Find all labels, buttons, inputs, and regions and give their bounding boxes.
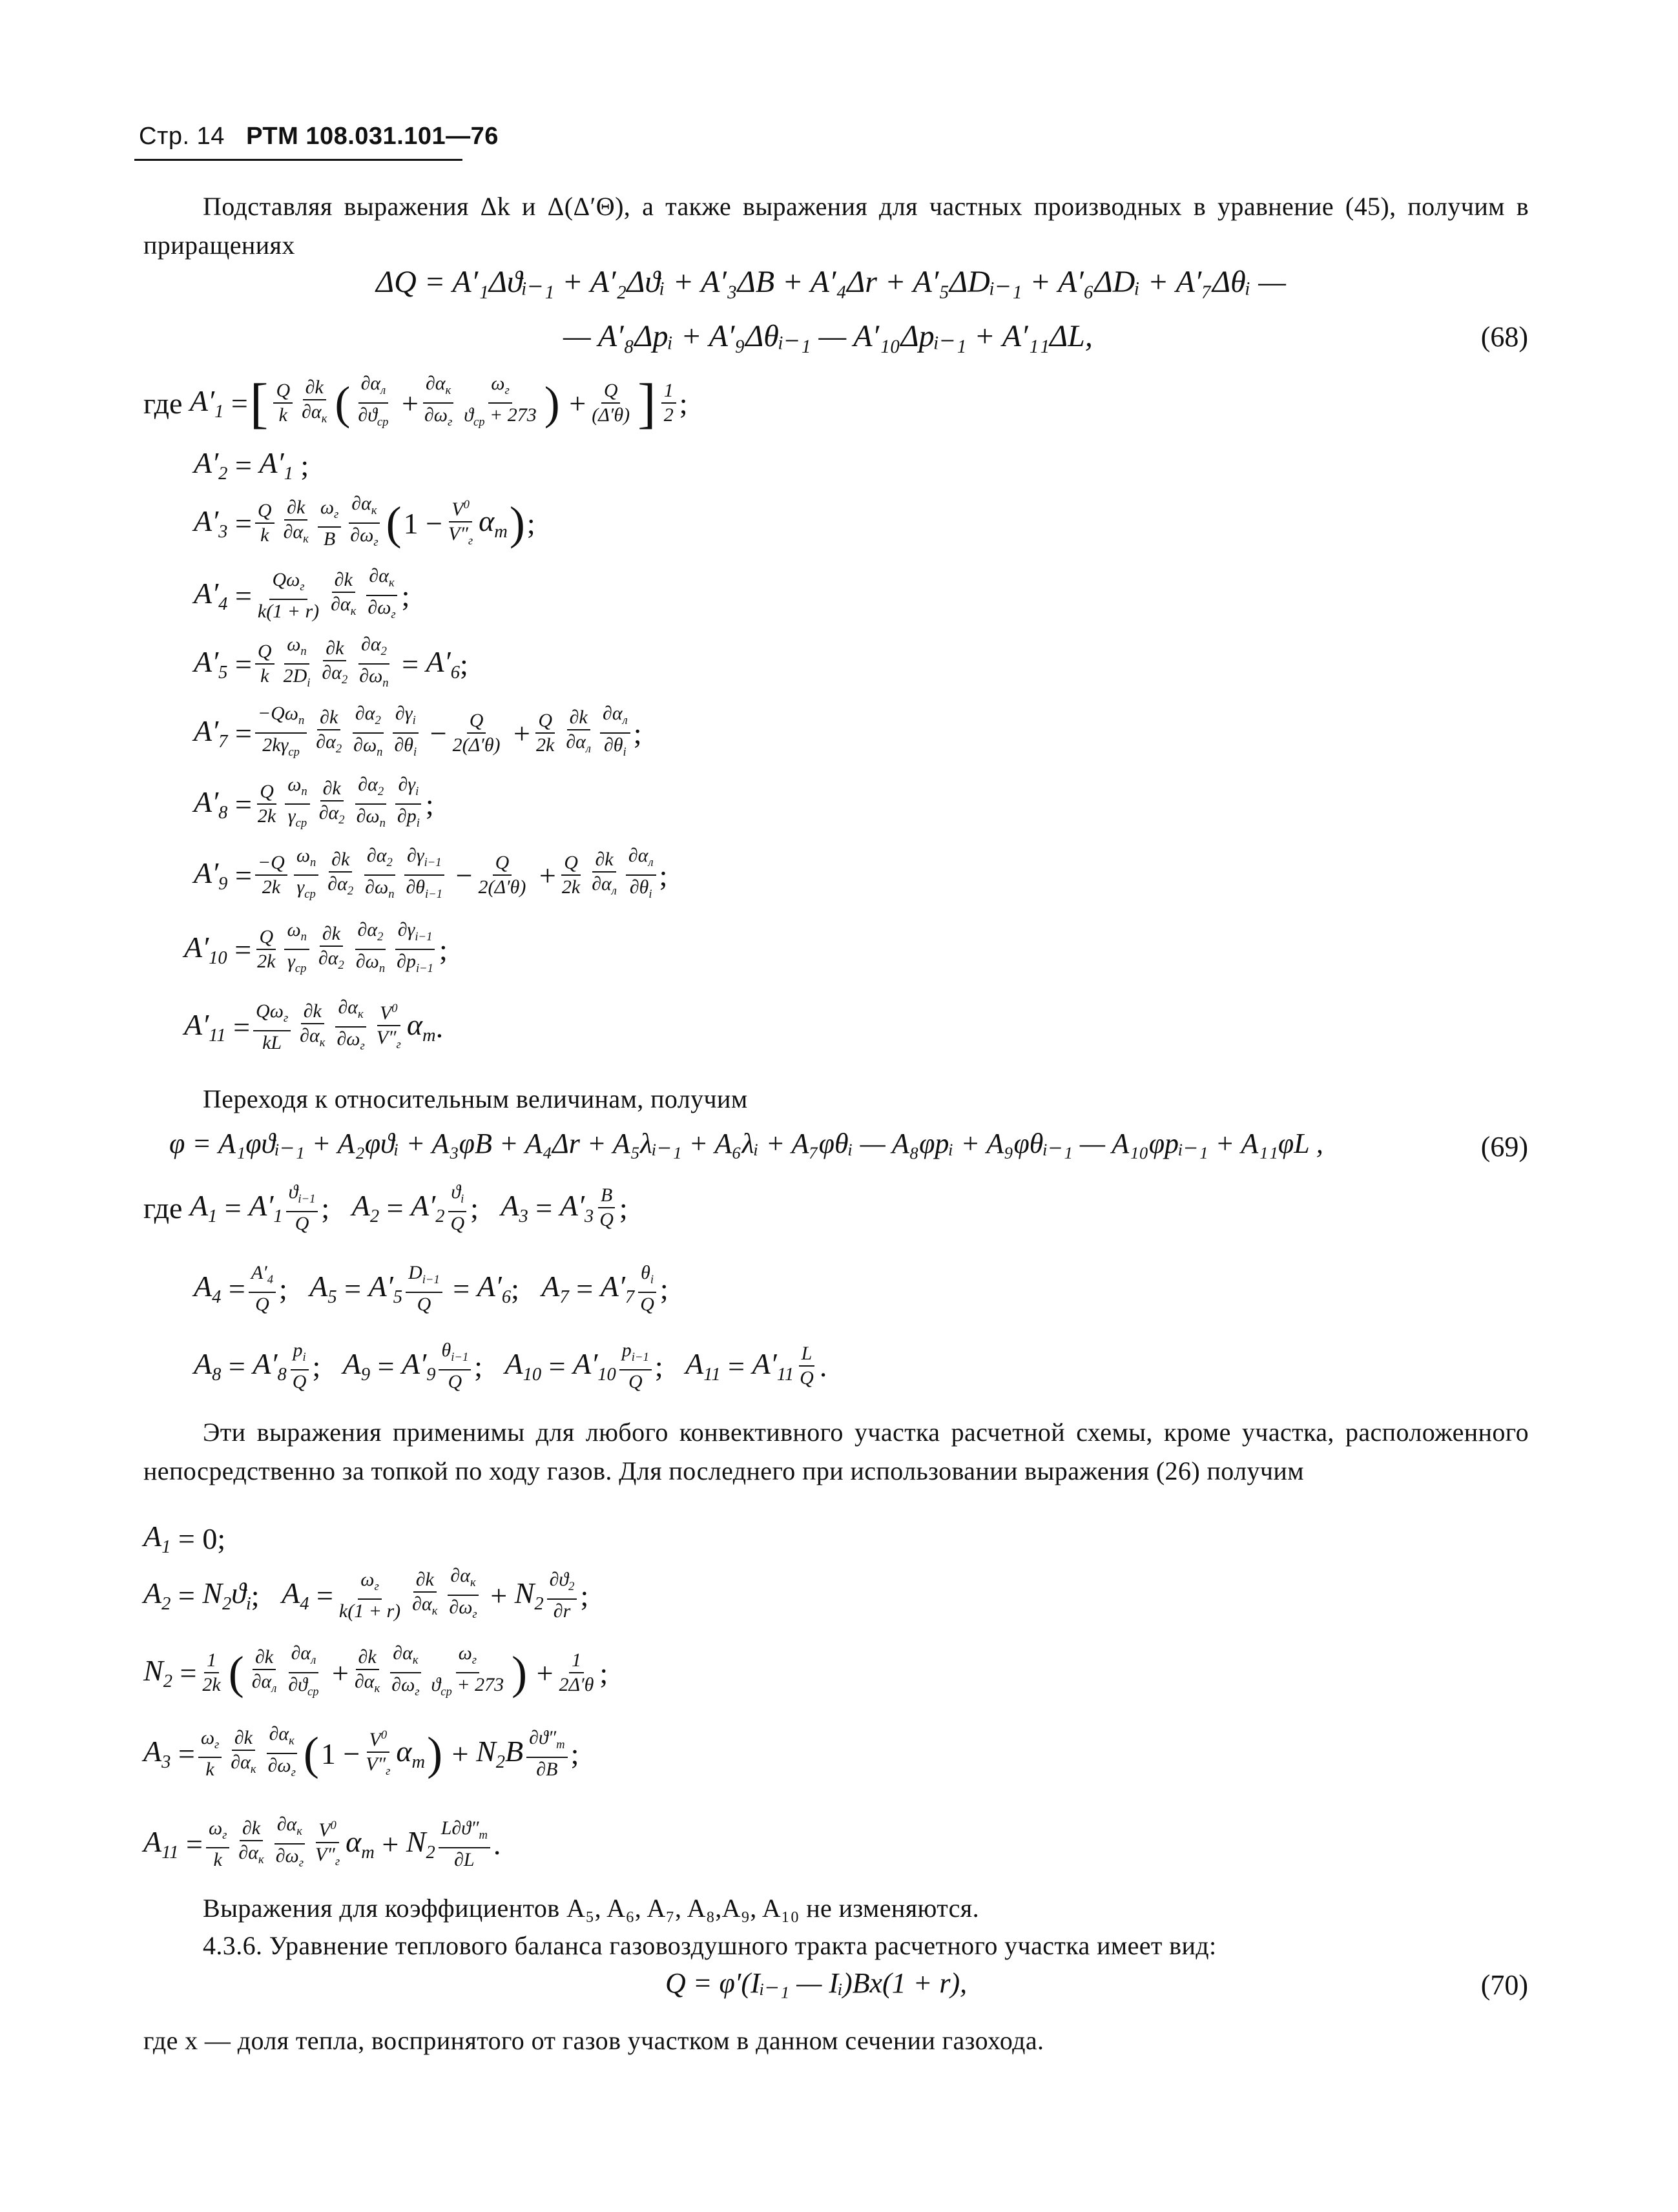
coef-a10-prime: $A'_{10}$ = Q 2k $\omega_п$ $\gamma_{ср}$ ∂k $\partial\alpha_2$ $\partial\alpha_2$ $\partial\omega_п$ $\partial\gamma_{i-1}$ $\partial p_{i-1}$ ;: [184, 919, 448, 975]
equation-69: φ = A₁φϑᵢ₋₁ + A₂φϑᵢ + A₃φB + A₄Δr + A₅λᵢ₋₁ + A₆λᵢ + A₇φθᵢ — A₈φpᵢ + A₉φθᵢ₋₁ — A₁₀φpᵢ₋₁ + A₁₁φL ,: [169, 1128, 1323, 1159]
equation-68-line-2: — A′₈Δpᵢ + A′₉Δθᵢ₋₁ — A′₁₀Δpᵢ₋₁ + A′₁₁ΔL,: [563, 319, 1093, 353]
coef-a9-prime: $A'_9$ = −Q 2k $\omega_п$ $\gamma_{ср}$ ∂k $\partial\alpha_2$ $\partial\alpha_2$ $\partial\omega_п$ $\partial\gamma_{i-1}$ $\partial\theta_{i-1}$ − Q 2(Δ′θ) + Q 2k ∂k $\partial\alpha_л$ $\partial\alpha_л$ $\partial\theta_i$ ;: [194, 845, 668, 901]
equation-68-line-1: ΔQ = A′₁Δϑᵢ₋₁ + A′₂Δϑᵢ + A′₃ΔB + A′₄Δr + A′₅ΔDᵢ₋₁ + A′₆ΔDᵢ + A′₇Δθᵢ —: [376, 265, 1286, 299]
coef-rel-row-3: $A_8$ = $A'_8$ $p_i$ Q ; $A_9$ = $A'_9$ $\theta_{i-1}$ Q ; $A_{10}$ = $A'_{10}$ $p_{i-1}$ Q ; $A_{11}$ = $A'_{11}$ L Q .: [194, 1339, 827, 1392]
page-header: [139, 123, 499, 150]
furnace-a1: $A_1$ = 0;: [143, 1519, 226, 1558]
furnace-n2: $N_2$ = 1 2k ( ∂k $\partial\alpha_л$ $\partial\alpha_л$ $\partial ϑ_{ср}$ + ∂k $\partial\alpha_к$ $\partial\alpha_к$ $\partial\omega_г$ $\omega_г$ $ϑ_{ср} + 273$ ) + 1 2Δ′θ ;: [143, 1642, 608, 1699]
coef-a5-prime: $A'_5$ = Q k $\omega_п$ $2D_i$ ∂k $\partial\alpha_2$ $\partial\alpha_2$ $\partial\omega_п$ = $A'_6$ ;: [194, 634, 468, 690]
coef-a8-prime: $A'_8$ = Q 2k $\omega_п$ $\gamma_{ср}$ ∂k $\partial\alpha_2$ $\partial\alpha_2$ $\partial\omega_п$ $\partial\gamma_i$ $\partial p_i$ ;: [194, 774, 434, 830]
equation-70: Q = φ′(Iᵢ₋₁ — Iᵢ)Bx(1 + r),: [665, 1967, 968, 1999]
convective-section-paragraph: Эти выражения применимы для любого конвективного участка расчетной схемы, кроме участка, расположенного непосредственно за топкой по ходу газов. Для последнего при использовании выражения (26) получим: [143, 1418, 1529, 1485]
unchanged-coefficients-paragraph: Выражения для коэффициентов A₅, A₆, A₇, A₈,A₉, A₁₀ не изменяются.: [203, 1894, 979, 1923]
document-code: РТМ 108.031.101—76: [246, 123, 499, 150]
header-rule: [134, 159, 462, 161]
page-number: Стр. 14: [139, 123, 225, 150]
heat-balance-paragraph: 4.3.6. Уравнение теплового баланса газовоздушного тракта расчетного участка имеет вид:: [203, 1931, 1217, 1960]
equation-69-number: (69): [1480, 1131, 1528, 1163]
coef-rel-row-2: $A_4$ = $A'_4$ Q ; $A_5$ = $A'_5$ $D_{i-1}$ Q = $A'_6$ ; $A_7$ = $A'_7$ $\theta_i$ Q ;: [194, 1261, 668, 1315]
coef-a7-prime: $A'_7$ = $-Q\omega_п$ $2k\gamma_{ср}$ ∂k $\partial\alpha_2$ $\partial\alpha_2$ $\partial\omega_п$ $\partial\gamma_i$ $\partial\theta_i$ − Q 2(Δ′θ) + Q 2k ∂k $\partial\alpha_л$ $\partial\alpha_л$ $\partial\theta_i$ ;: [194, 703, 642, 759]
furnace-a11: $A_{11}$ = $\omega_г$ k ∂k $\partial\alpha_к$ $\partial\alpha_к$ $\partial\omega_г$ $V^0$ $V''_г$ $\alpha_т$ + $N_2$ $L\partial ϑ''_т$ ∂L .: [143, 1814, 501, 1870]
equation-70-number: (70): [1480, 1969, 1528, 2001]
intro-paragraph: Подставляя выражения Δk и Δ(Δ′Θ), а также выражения для частных производных в уравнение (45), получим в приращениях: [143, 192, 1529, 260]
coef-a4-prime: $A'_4$ = $Q\omega_г$ k(1 + r) ∂k $\partial\alpha_к$ $\partial\alpha_к$ $\partial\omega_г$ ;: [194, 565, 410, 622]
coef-a1-prime: где $A'_1$ = [ Q k ∂k $\partial\alpha_к$ ( $\partial\alpha_л$ $\partial ϑ_{ср}$ + $\partial\alpha_к$ $\partial\omega_г$ $\omega_г$ $ϑ_{ср} + 273$ ) + Q (Δ′θ) ] 1 2 ;: [143, 372, 688, 434]
heat-fraction-definition: где x — доля тепла, воспринятого от газов участком в данном сечении газохода.: [143, 2026, 1044, 2055]
where-label: где: [143, 386, 183, 420]
furnace-a2-a4: $A_2$ = $N_2ϑ_i$ ; $A_4$ = $\omega_г$ k(1 + r) ∂k $\partial\alpha_к$ $\partial\alpha_к$ $\partial\omega_г$ + $N_2$ $\partial ϑ_2$ ∂r ;: [143, 1565, 589, 1622]
coef-a11-prime: $A'_{11}$ = $Q\omega_г$ kL ∂k $\partial\alpha_к$ $\partial\alpha_к$ $\partial\omega_г$ $V^0$ $V''_г$ $\alpha_т$ .: [184, 997, 444, 1053]
coef-rel-row-1: где $A_1$ = $A'_1$ $ϑ_{i-1}$ Q ; $A_2$ = $A'_2$ $ϑ_i$ Q ; $A_3$ = $A'_3$ B Q ;: [143, 1181, 628, 1234]
relative-values-paragraph: Переходя к относительным величинам, получим: [203, 1084, 748, 1113]
equation-68-number: (68): [1480, 321, 1528, 353]
coef-a3-prime: $A'_3$ = Q k ∂k $\partial\alpha_к$ $\omega_г$ B $\partial\alpha_к$ $\partial\omega_г$ ( 1 − $V^0$ $V''_г$ $\alpha_т$ ) ;: [194, 493, 535, 550]
furnace-a3: $A_3$ = $\omega_г$ k ∂k $\partial\alpha_к$ $\partial\alpha_к$ $\partial\omega_г$ ( 1 − $V^0$ $V''_г$ $\alpha_т$ ) + $N_2B$ $\partial ϑ''_т$ ∂B ;: [143, 1723, 579, 1780]
coef-a2-prime: $A'_2$ = $A'_1$ ;: [194, 446, 309, 484]
